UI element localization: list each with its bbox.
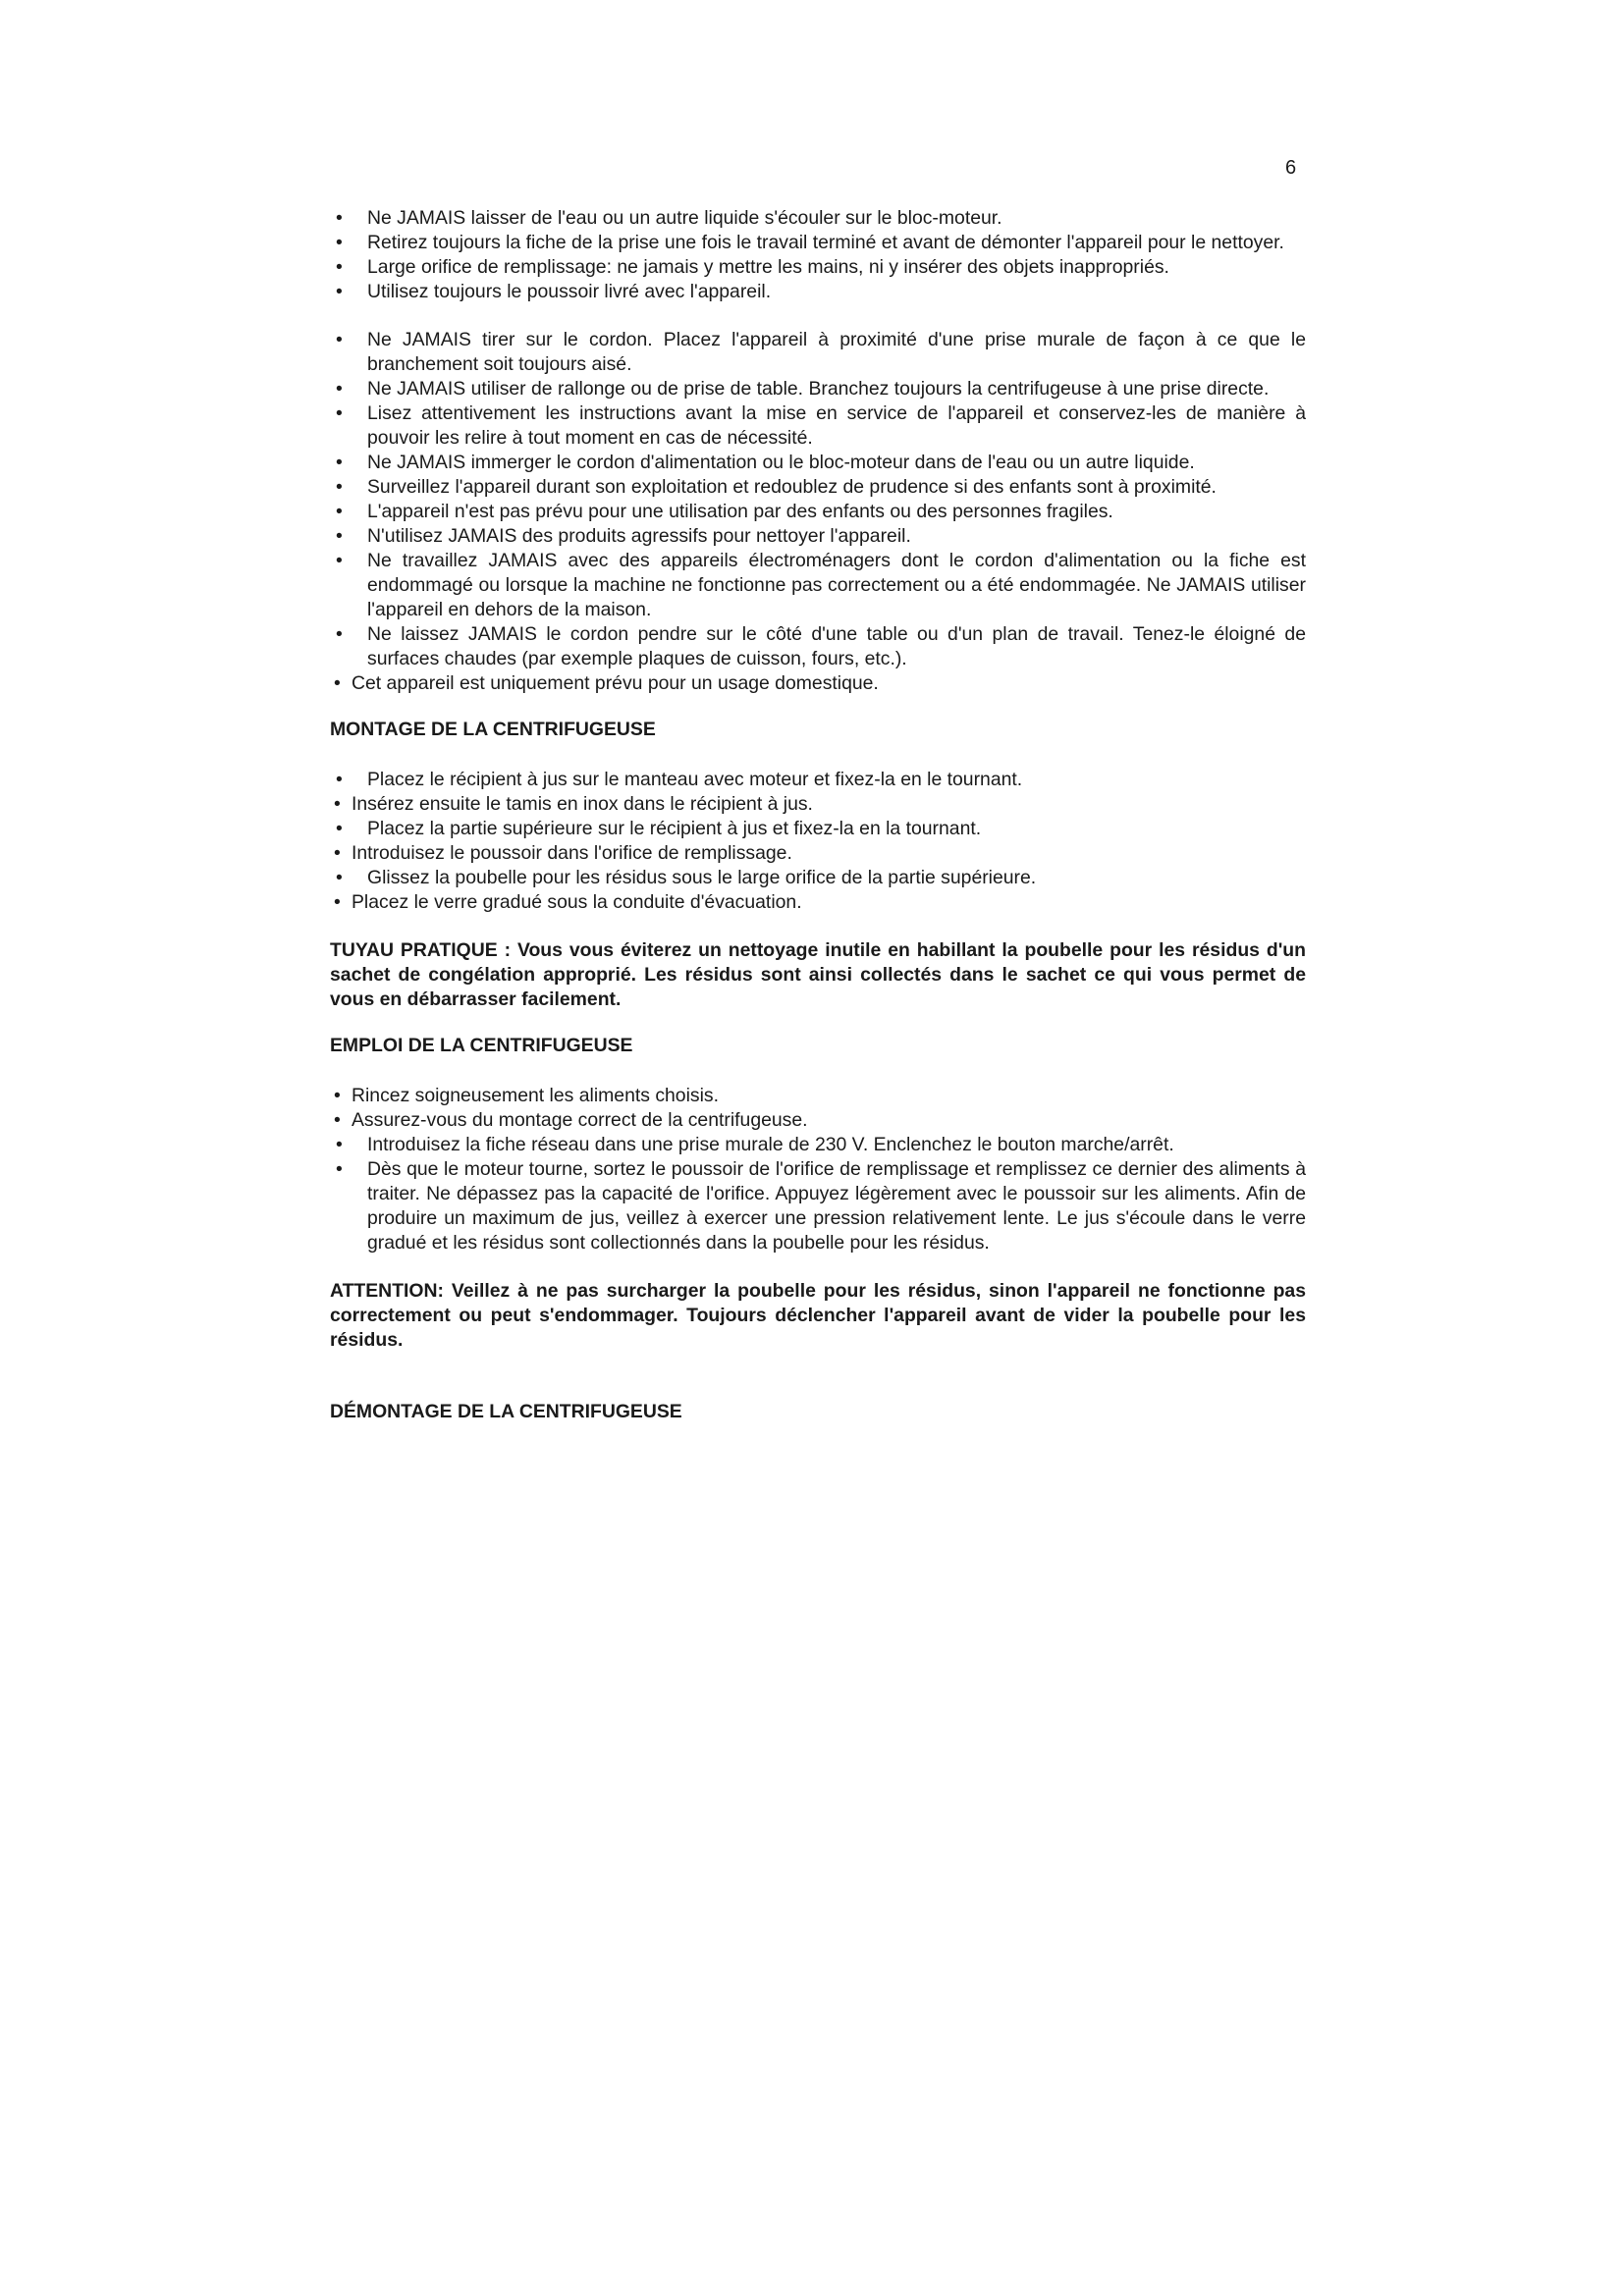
emploi-heading: EMPLOI DE LA CENTRIFUGEUSE [330, 1035, 633, 1056]
list-item: • Placez le récipient à jus sur le manteau avec moteur et fixez-la en le tournant. [330, 768, 1306, 792]
attention-paragraph: ATTENTION: Veillez à ne pas surcharger la poubelle pour les résidus, sinon l'appareil ne fonctionne pas correctement ou peut s'endommager. Toujours déclencher l'appareil avant de vider la poubelle pour les résidus. [330, 1280, 1306, 1351]
list-item: • L'appareil n'est pas prévu pour une utilisation par des enfants ou des personnes fragiles. [330, 500, 1306, 524]
list-item: • Ne travaillez JAMAIS avec des appareils électroménagers dont le cordon d'alimentation ou la fiche est endommagé ou lorsque la machine ne fonctionne pas correctement ou a été endommagée. Ne JAMAIS utiliser l'appareil en dehors de la maison. [330, 549, 1306, 622]
list-item: • Lisez attentivement les instructions avant la mise en service de l'appareil et conservez-les de manière à pouvoir les relire à tout moment en cas de nécessité. [330, 401, 1306, 451]
document-body [330, 206, 1306, 1424]
list-item: • Utilisez toujours le poussoir livré avec l'appareil. [330, 280, 1306, 304]
list-item: • Rincez soigneusement les aliments choisis. [330, 1084, 1306, 1108]
safety-list-2 [330, 328, 1306, 696]
list-item: • Introduisez le poussoir dans l'orifice de remplissage. [330, 841, 1306, 866]
list-item: • Ne JAMAIS immerger le cordon d'alimentation ou le bloc-moteur dans de l'eau ou un autre liquide. [330, 451, 1306, 475]
tip-paragraph: TUYAU PRATIQUE : Vous vous éviterez un nettoyage inutile en habillant la poubelle pour les résidus d'un sachet de congélation approprié. Les résidus sont ainsi collectés dans le sachet ce qui vous permet de vous en débarrasser facilement. [330, 939, 1306, 1010]
list-item: • N'utilisez JAMAIS des produits agressifs pour nettoyer l'appareil. [330, 524, 1306, 549]
demontage-heading: DÉMONTAGE DE LA CENTRIFUGEUSE [330, 1401, 682, 1422]
montage-heading: MONTAGE DE LA CENTRIFUGEUSE [330, 719, 656, 740]
list-item: • Insérez ensuite le tamis en inox dans le récipient à jus. [330, 792, 1306, 817]
list-item: • Ne JAMAIS laisser de l'eau ou un autre liquide s'écouler sur le bloc-moteur. [330, 206, 1306, 231]
list-item: • Introduisez la fiche réseau dans une prise murale de 230 V. Enclenchez le bouton marche/arrêt. [330, 1133, 1306, 1157]
list-item: • Dès que le moteur tourne, sortez le poussoir de l'orifice de remplissage et remplissez ce dernier des aliments à traiter. Ne dépassez pas la capacité de l'orifice. Appuyez légèrement avec le poussoir sur les aliments. Afin de produire un maximum de jus, veillez à exercer une pression relativement lente. Le jus s'écoule dans le verre gradué et les résidus sont collectionnés dans la poubelle pour les résidus. [330, 1157, 1306, 1255]
list-item: • Placez le verre gradué sous la conduite d'évacuation. [330, 890, 1306, 915]
list-item: • Large orifice de remplissage: ne jamais y mettre les mains, ni y insérer des objets inappropriés. [330, 255, 1306, 280]
list-item: • Ne laissez JAMAIS le cordon pendre sur le côté d'une table ou d'un plan de travail. Tenez-le éloigné de surfaces chaudes (par exemple plaques de cuisson, fours, etc.). [330, 622, 1306, 671]
list-item: • Cet appareil est uniquement prévu pour un usage domestique. [330, 671, 1306, 696]
list-item: • Placez la partie supérieure sur le récipient à jus et fixez-la en la tournant. [330, 817, 1306, 841]
emploi-list [330, 1084, 1306, 1255]
safety-list-1 [330, 206, 1306, 304]
montage-list [330, 768, 1306, 915]
list-item: • Ne JAMAIS tirer sur le cordon. Placez l'appareil à proximité d'une prise murale de façon à ce que le branchement soit toujours aisé. [330, 328, 1306, 377]
page-number: 6 [1285, 157, 1297, 179]
list-item: • Glissez la poubelle pour les résidus sous le large orifice de la partie supérieure. [330, 866, 1306, 890]
list-item: • Retirez toujours la fiche de la prise une fois le travail terminé et avant de démonter l'appareil pour le nettoyer. [330, 231, 1306, 255]
list-item: • Assurez-vous du montage correct de la centrifugeuse. [330, 1108, 1306, 1133]
list-item: • Ne JAMAIS utiliser de rallonge ou de prise de table. Branchez toujours la centrifugeuse à une prise directe. [330, 377, 1306, 401]
list-item: • Surveillez l'appareil durant son exploitation et redoublez de prudence si des enfants sont à proximité. [330, 475, 1306, 500]
